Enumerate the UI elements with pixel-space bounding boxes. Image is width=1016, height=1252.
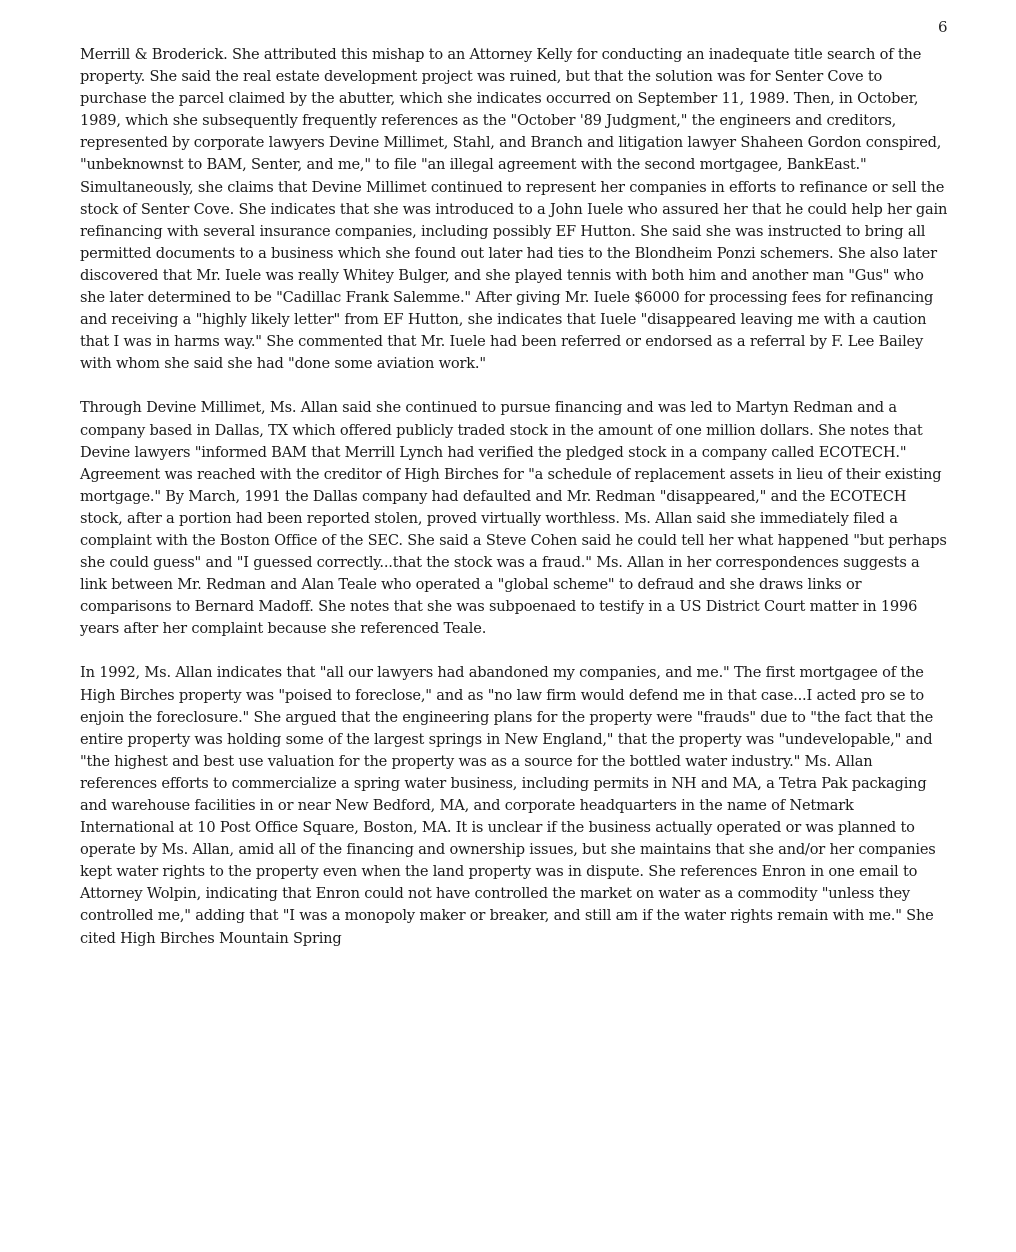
- paragraph-1: Merrill & Broderick. She attributed this mishap to an Attorney Kelly for conducting an inadequate title search of the property. She said the real estate development project was ruined, but that the solution was for Senter Cove to purchase the parcel claimed by the abutter, which she indicates occurred on September 11, 1989. Then, in October, 1989, which she subsequently frequently references as the "October '89 Judgment," the engineers and creditors, represented by corporate lawyers Devine Millimet, Stahl, and Branch and litigation lawyer Shaheen Gordon conspired, "unbeknownst to BAM, Senter, and me," to file "an illegal agreement with the second mortgagee, BankEast." Simultaneously, she claims that Devine Millimet continued to represent her companies in efforts to refinance or sell the stock of Senter Cove. She indicates that she was introduced to a John Iuele who assured her that he could help her gain refinancing with several insurance companies, including possibly EF Hutton. She said she was instructed to bring all permitted documents to a business which she found out later had ties to the Blondheim Ponzi schemers. She also later discovered that Mr. Iuele was really Whitey Bulger, and she played tennis with both him and another man "Gus" who she later determined to be "Cadillac Frank Salemme." After giving Mr. Iuele $6000 for processing fees for refinancing and receiving a "highly likely letter" from EF Hutton, she indicates that Iuele "disappeared leaving me with a caution that I was in harms way." She commented that Mr. Iuele had been referred or endorsed as a referral by F. Lee Bailey with whom she said she had "done some aviation work.": [80, 46, 948, 373]
- document-body: [80, 44, 948, 950]
- page-number: 6: [938, 18, 948, 36]
- paragraph-3: In 1992, Ms. Allan indicates that "all our lawyers had abandoned my companies, and me." The first mortgagee of the High Birches property was "poised to foreclose," and as "no law firm would defend me in that case...I acted pro se to enjoin the foreclosure." She argued that the engineering plans for the property were "frauds" due to "the fact that the entire property was holding some of the largest springs in New England," that the property was "undevelopable," and "the highest and best use valuation for the property was as a source for the bottled water industry." Ms. Allan references efforts to commercialize a spring water business, including permits in NH and MA, a Tetra Pak packaging and warehouse facilities in or near New Bedford, MA, and corporate headquarters in the name of Netmark International at 10 Post Office Square, Boston, MA. It is unclear if the business actually operated or was planned to operate by Ms. Allan, amid all of the financing and ownership issues, but she maintains that she and/or her companies kept water rights to the property even when the land property was in dispute. She references Enron in one email to Attorney Wolpin, indicating that Enron could not have controlled the market on water as a commodity "unless they controlled me," adding that "I was a monopoly maker or breaker, and still am if the water rights remain with me." She cited High Birches Mountain Spring: [80, 664, 936, 947]
- paragraph-2: Through Devine Millimet, Ms. Allan said she continued to pursue financing and was led to Martyn Redman and a company based in Dallas, TX which offered publicly traded stock in the amount of one million dollars. She notes that Devine lawyers "informed BAM that Merrill Lynch had verified the pledged stock in a company called ECOTECH." Agreement was reached with the creditor of High Birches for "a schedule of replacement assets in lieu of their existing mortgage." By March, 1991 the Dallas company had defaulted and Mr. Redman "disappeared," and the ECOTECH stock, after a portion had been reported stolen, proved virtually worthless. Ms. Allan said she immediately filed a complaint with the Boston Office of the SEC. She said a Steve Cohen said he could tell her what happened "but perhaps she could guess" and "I guessed correctly...that the stock was a fraud." Ms. Allan in her correspondences suggests a link between Mr. Redman and Alan Teale who operated a "global scheme" to defraud and she draws links or comparisons to Bernard Madoff. She notes that she was subpoenaed to testify in a US District Court matter in 1996 years after her complaint because she referenced Teale.: [80, 399, 947, 638]
